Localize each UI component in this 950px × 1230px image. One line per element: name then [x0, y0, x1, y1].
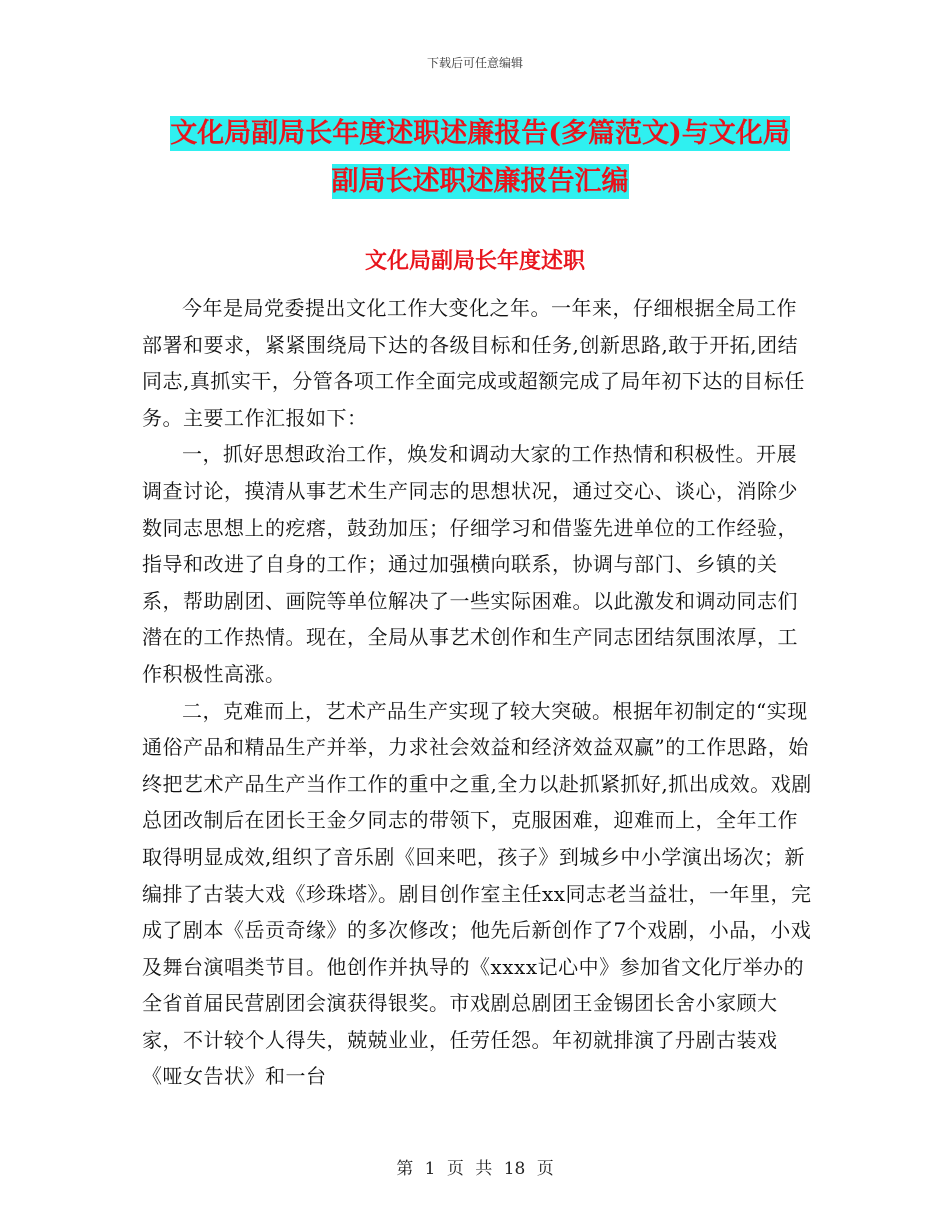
paragraph-intro: 今年是局党委提出文化工作大变化之年。一年来，仔细根据全局工作部署和要求，紧紧围绕局下达的各级目标和任务,创新思路,敢于开拓,团结同志,真抓实干，分管各项工作全面完成或超额完成了局年初下达的目标任务。主要工作汇报如下：	[142, 296, 805, 430]
document-title-line-2: 副局长述职述廉报告汇编	[331, 166, 629, 197]
document-title-line-1: 文化局副局长年度述职述廉报告(多篇范文)与文化局	[170, 118, 790, 149]
page-number-footer: 第 1 页 共 18 页	[396, 1159, 554, 1179]
document-title	[140, 110, 820, 206]
document-body	[142, 290, 812, 1095]
paragraph-point-two: 二，克难而上，艺术产品生产实现了较大突破。根据年初制定的“实现通俗产品和精品生产并举，力求社会效益和经济效益双赢”的工作思路，始终把艺术产品生产当作工作的重中之重,全力以赴抓紧抓好,抓出成效。戏剧总团改制后在团长王金夕同志的带领下，克服困难，迎难而上，全年工作取得明显成效,组织了音乐剧《回来吧，孩子》到城乡中小学演出场次；新编排了古装大戏《珍珠塔》。剧目创作室主任xx同志老当益壮，一年里，完成了剧本《岳贡奇缘》的多次修改；他先后新创作了7个戏剧，小品，小戏及舞台演唱类节目。他创作并执导的《xxxx记心中》参加省文化厅举办的全省首届民营剧团会演获得银奖。市戏剧总剧团王金锡团长舍小家顾大家，不计较个人得失，兢兢业业，任劳任怨。年初就排演了丹剧古装戏《哑女告状》和一台	[142, 698, 812, 1089]
section-heading: 文化局副局长年度述职	[364, 248, 585, 274]
paragraph-point-one: 一，抓好思想政治工作，焕发和调动大家的工作热情和积极性。开展调查讨论，摸清从事艺术生产同志的思想状况，通过交心、谈心，消除少数同志思想上的疙瘩，鼓劲加压；仔细学习和借鉴先进单位的工作经验，指导和改进了自身的工作；通过加强横向联系，协调与部门、乡镇的关系，帮助剧团、画院等单位解决了一些实际困难。以此激发和调动同志们潜在的工作热情。现在，全局从事艺术创作和生产同志团结氛围浓厚，工作积极性高涨。	[142, 442, 798, 686]
page-header-note: 下载后可任意编辑	[426, 56, 523, 70]
